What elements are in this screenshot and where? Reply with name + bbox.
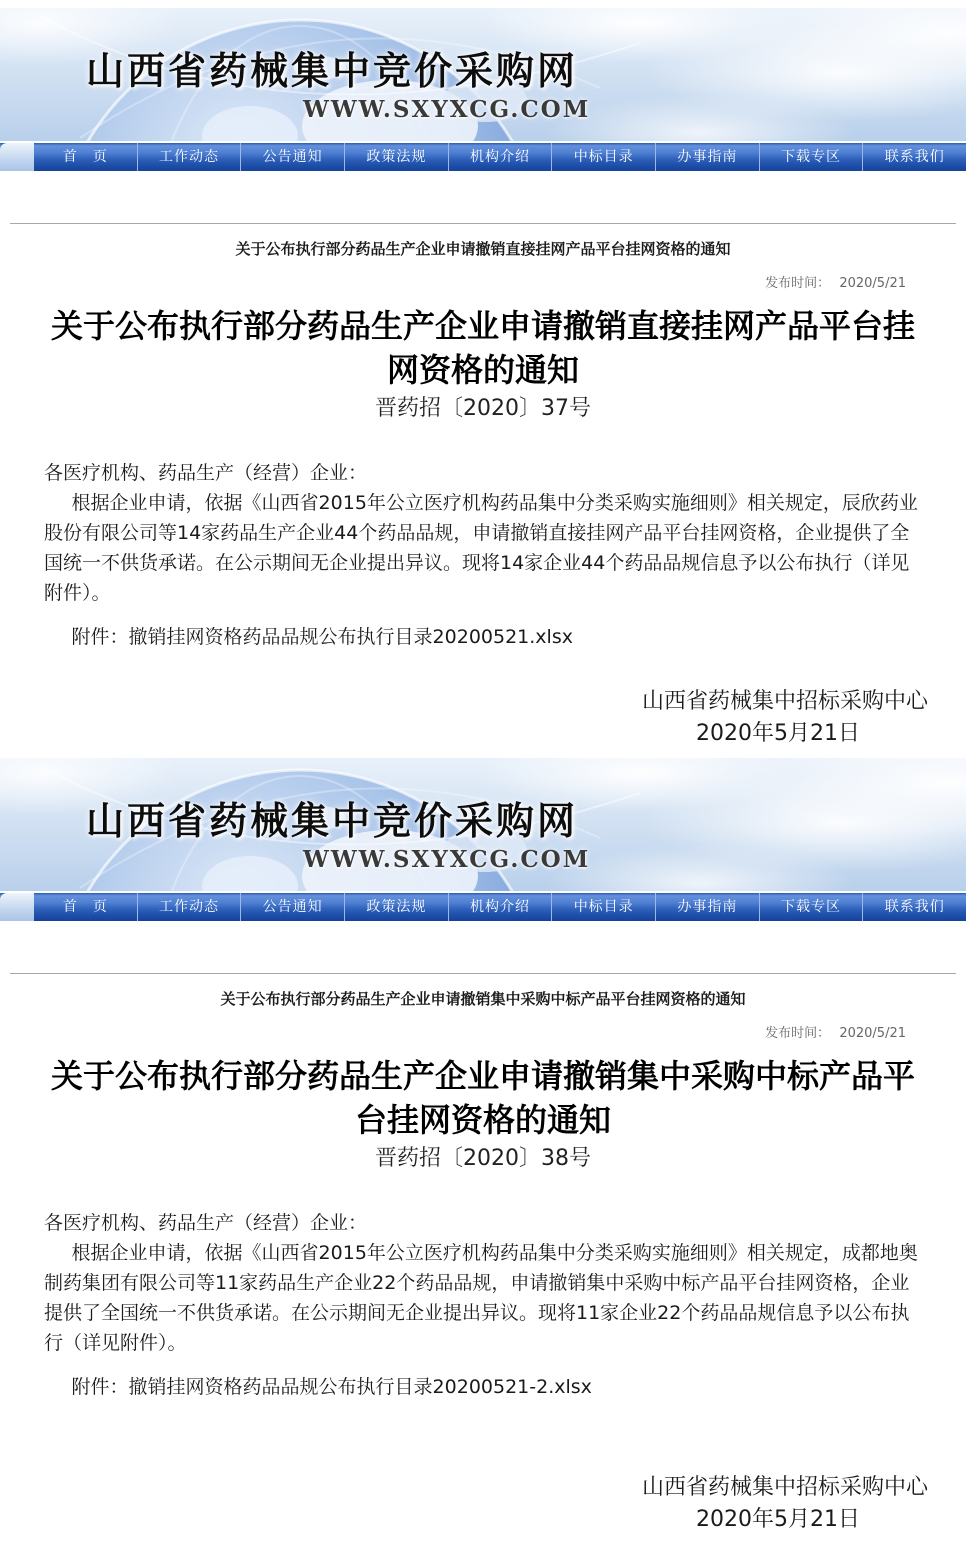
publish-time (0, 1025, 966, 1042)
signature-name: 山西省药械集中招标采购中心 (641, 1475, 928, 1500)
nav-item-contact[interactable]: 联系我们 (862, 143, 966, 171)
nav-item-bid-catalog[interactable]: 中标目录 (551, 893, 655, 921)
nav-item-downloads[interactable]: 下载专区 (759, 143, 863, 171)
breadcrumb-title: 关于公布执行部分药品生产企业申请撤销直接挂网产品平台挂网资格的通知 (235, 240, 731, 258)
nav-item-work-news[interactable]: 工作动态 (137, 143, 241, 171)
signature-date: 2020年5月21日 (696, 721, 860, 746)
nav-left-cap (0, 893, 34, 921)
attachment-link[interactable]: 附件：撤销挂网资格药品品规公布执行目录20200521.xlsx (71, 626, 573, 648)
publish-time (0, 275, 966, 292)
signature-block (0, 1472, 966, 1536)
notice-page-2 (0, 758, 966, 1536)
notice-title: 关于公布执行部分药品生产企业申请撤销集中采购中标产品平台挂网资格的通知 (50, 1057, 915, 1139)
section-divider (10, 973, 956, 974)
salutation: 各医疗机构、药品生产（经营）企业： (44, 1212, 368, 1234)
nav-item-home[interactable]: 首 页 (62, 149, 108, 165)
nav-item-service-guide[interactable]: 办事指南 (655, 143, 759, 171)
site-logo-title: 山西省药械集中竞价采购网 (86, 48, 579, 93)
attachment-link[interactable]: 附件：撤销挂网资格药品品规公布执行目录20200521-2.xlsx (71, 1376, 592, 1398)
nav-left-cap (0, 143, 34, 171)
salutation: 各医疗机构、药品生产（经营）企业： (44, 462, 368, 484)
site-url: WWW.SXYXCG.COM (303, 96, 591, 123)
doc-number: 晋药招〔2020〕38号 (375, 1146, 591, 1171)
nav-item-downloads[interactable]: 下载专区 (759, 893, 863, 921)
nav-item-home[interactable]: 首 页 (62, 899, 108, 915)
nav-item-policies[interactable]: 政策法规 (344, 143, 448, 171)
nav-item-org-intro[interactable]: 机构介绍 (448, 893, 552, 921)
signature-name: 山西省药械集中招标采购中心 (641, 689, 928, 714)
main-nav (0, 143, 966, 171)
notice-page-1 (0, 8, 966, 750)
site-url: WWW.SXYXCG.COM (303, 846, 591, 873)
site-banner (0, 758, 966, 891)
section-divider (10, 223, 956, 224)
site-logo-title: 山西省药械集中竞价采购网 (86, 798, 579, 843)
nav-item-bid-catalog[interactable]: 中标目录 (551, 143, 655, 171)
nav-item-work-news[interactable]: 工作动态 (137, 893, 241, 921)
nav-item-org-intro[interactable]: 机构介绍 (448, 143, 552, 171)
signature-block (0, 686, 966, 750)
main-nav (0, 893, 966, 921)
doc-number: 晋药招〔2020〕37号 (375, 396, 591, 421)
site-banner (0, 8, 966, 141)
publish-time-value: 2020/5/21 (839, 1026, 906, 1041)
nav-item-policies[interactable]: 政策法规 (344, 893, 448, 921)
nav-item-service-guide[interactable]: 办事指南 (655, 893, 759, 921)
breadcrumb-title: 关于公布执行部分药品生产企业申请撤销集中采购中标产品平台挂网资格的通知 (220, 990, 746, 1008)
publish-time-value: 2020/5/21 (839, 276, 906, 291)
nav-item-contact[interactable]: 联系我们 (862, 893, 966, 921)
notice-title: 关于公布执行部分药品生产企业申请撤销直接挂网产品平台挂网资格的通知 (50, 307, 915, 389)
publish-time-label: 发布时间： (765, 1026, 831, 1041)
notice-body: 根据企业申请，依据《山西省2015年公立医疗机构药品集中分类采购实施细则》相关规定，辰欣药业股份有限公司等14家药品生产企业44个药品品规，申请撤销直接挂网产品平台挂网资格，企业提供了全国统一不供货承诺。在公示期间无企业提出异议。现将14家企业44个药品品规信息予以公布执行（详见附件）。 (44, 492, 918, 604)
nav-item-announcements[interactable]: 公告通知 (240, 893, 344, 921)
notice-body-block (44, 1208, 918, 1358)
notice-body: 根据企业申请，依据《山西省2015年公立医疗机构药品集中分类采购实施细则》相关规定，成都地奥制药集团有限公司等11家药品生产企业22个药品品规，申请撤销集中采购中标产品平台挂网资格，企业提供了全国统一不供货承诺。在公示期间无企业提出异议。现将11家企业22个药品品规信息予以公布执行（详见附件）。 (44, 1242, 918, 1354)
signature-date: 2020年5月21日 (696, 1507, 860, 1532)
notice-body-block (44, 458, 918, 608)
publish-time-label: 发布时间： (765, 276, 831, 291)
nav-item-announcements[interactable]: 公告通知 (240, 143, 344, 171)
